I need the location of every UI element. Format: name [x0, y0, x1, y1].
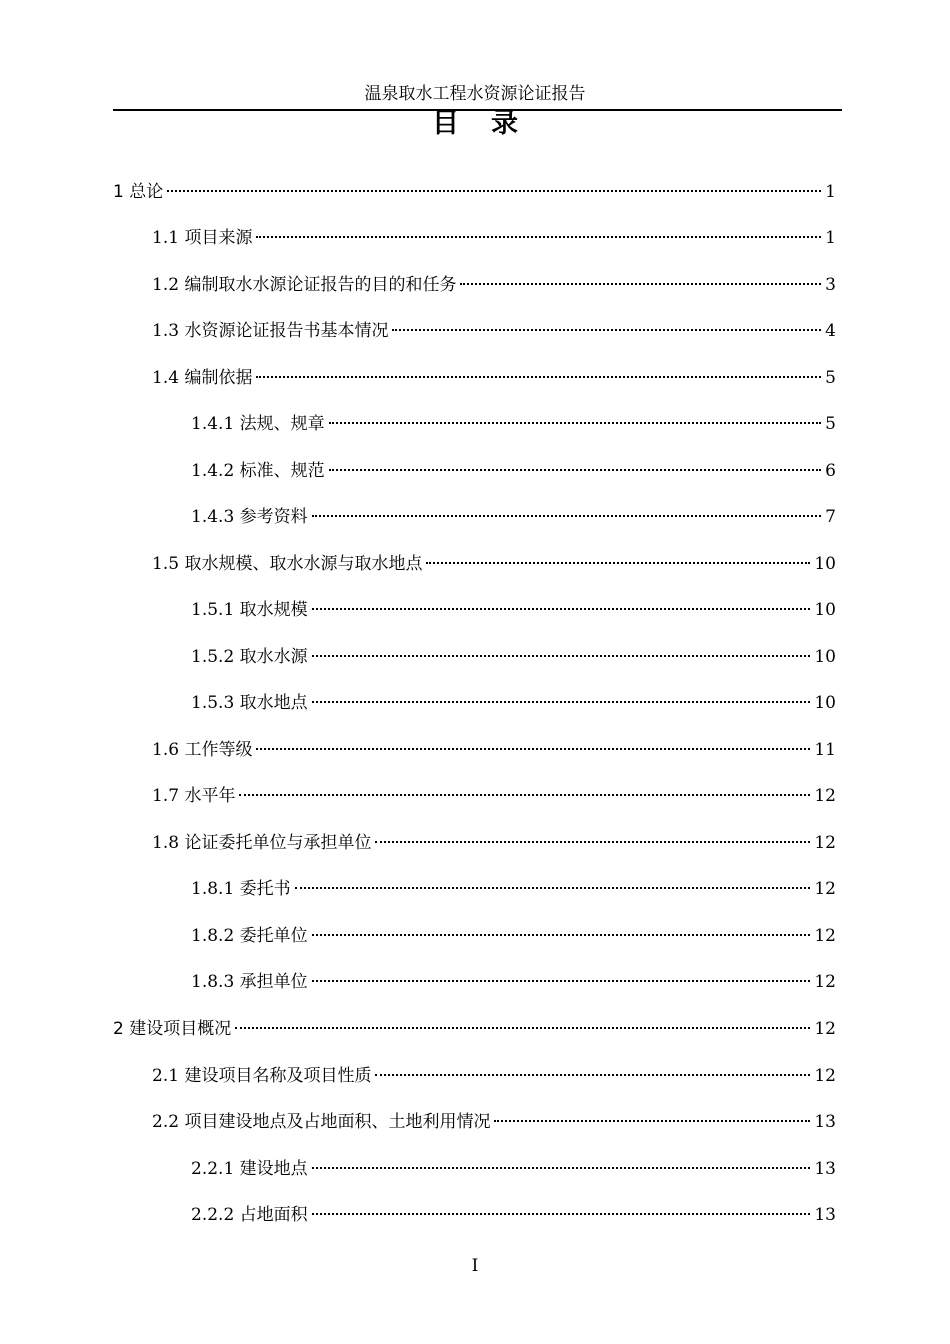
toc-entry-label: 2.2 项目建设地点及占地面积、土地利用情况: [152, 1112, 491, 1132]
dot-leader: [256, 748, 810, 750]
dot-leader: [312, 608, 811, 610]
toc-entry-label: 1.1 项目来源: [152, 228, 253, 248]
toc-entry-page: 13: [814, 1205, 836, 1225]
toc-entry-page: 12: [814, 1066, 836, 1086]
dot-leader: [329, 422, 822, 424]
dot-leader: [256, 376, 821, 378]
toc-entry-page: 1: [825, 228, 836, 248]
toc-entry-label: 1.8.1 委托书: [191, 879, 291, 899]
toc-entry-page: 10: [814, 647, 836, 667]
dot-leader: [295, 887, 811, 889]
dot-leader: [312, 655, 811, 657]
dot-leader: [312, 980, 811, 982]
toc-entry-page: 10: [814, 600, 836, 620]
toc-title-char-2: 录: [491, 108, 518, 139]
dot-leader: [312, 701, 811, 703]
toc-entry-page: 10: [814, 554, 836, 574]
toc-entry-label: 1.4 编制依据: [152, 368, 253, 388]
dot-leader: [392, 329, 821, 331]
toc-entry-page: 7: [825, 507, 836, 527]
toc-entry-page: 12: [814, 786, 836, 806]
toc-entry[interactable]: [152, 1063, 836, 1089]
toc-entry-label: 2 建设项目概况: [113, 1019, 232, 1039]
toc-entry[interactable]: [152, 551, 836, 577]
dot-leader: [375, 841, 810, 843]
toc-entry[interactable]: [152, 318, 836, 344]
toc-entry-page: 13: [814, 1112, 836, 1132]
dot-leader: [235, 1027, 810, 1029]
toc-entry-page: 12: [814, 879, 836, 899]
toc-entry[interactable]: [113, 179, 836, 205]
dot-leader: [460, 283, 821, 285]
toc-entry[interactable]: [113, 1016, 836, 1042]
toc-entry[interactable]: [152, 225, 836, 251]
toc-entry[interactable]: [191, 1202, 836, 1228]
toc-entry-label: 1.2 编制取水水源论证报告的目的和任务: [152, 275, 457, 295]
toc-entry-page: 6: [825, 461, 836, 481]
toc-entry[interactable]: [191, 597, 836, 623]
toc-entry-label: 1.7 水平年: [152, 786, 236, 806]
dot-leader: [312, 1167, 811, 1169]
toc-entry[interactable]: [191, 923, 836, 949]
toc-entry[interactable]: [152, 1109, 836, 1135]
toc-entry-label: 1.4.2 标准、规范: [191, 461, 325, 481]
toc-entry[interactable]: [191, 644, 836, 670]
page-number: I: [471, 1256, 479, 1276]
dot-leader: [167, 190, 821, 192]
toc-entry-page: 13: [814, 1159, 836, 1179]
dot-leader: [312, 1213, 811, 1215]
toc-entry-page: 10: [814, 693, 836, 713]
running-header: 温泉取水工程水资源论证报告: [364, 84, 586, 104]
toc-entry[interactable]: [191, 411, 836, 437]
dot-leader: [312, 934, 811, 936]
toc-entry-page: 3: [825, 275, 836, 295]
toc-entry-label: 1.8.3 承担单位: [191, 972, 308, 992]
toc-entry-label: 1.4.1 法规、规章: [191, 414, 325, 434]
dot-leader: [375, 1074, 810, 1076]
toc-entry-label: 1.3 水资源论证报告书基本情况: [152, 321, 389, 341]
toc-entry[interactable]: [191, 690, 836, 716]
toc-entry-page: 5: [825, 414, 836, 434]
toc-entry-label: 1.8.2 委托单位: [191, 926, 308, 946]
toc-entry-page: 12: [814, 972, 836, 992]
dot-leader: [494, 1120, 810, 1122]
toc-entry-label: 2.1 建设项目名称及项目性质: [152, 1066, 372, 1086]
toc-entry-label: 2.2.1 建设地点: [191, 1159, 308, 1179]
toc-entry-page: 12: [814, 926, 836, 946]
toc-entry-page: 1: [825, 182, 836, 202]
toc-entry-label: 1 总论: [113, 182, 164, 202]
toc-entry-label: 1.5.3 取水地点: [191, 693, 308, 713]
toc-entry[interactable]: [152, 737, 836, 763]
toc-entry[interactable]: [152, 365, 836, 391]
toc-entry[interactable]: [191, 876, 836, 902]
toc-entry-page: 12: [814, 833, 836, 853]
toc-entry-page: 5: [825, 368, 836, 388]
toc-entry-label: 1.5.1 取水规模: [191, 600, 308, 620]
dot-leader: [239, 794, 810, 796]
toc-entry[interactable]: [191, 504, 836, 530]
toc-entry-label: 1.4.3 参考资料: [191, 507, 308, 527]
toc-entry[interactable]: [191, 1156, 836, 1182]
toc-entry-label: 2.2.2 占地面积: [191, 1205, 308, 1225]
dot-leader: [426, 562, 810, 564]
toc-title-char-1: 目: [432, 108, 459, 139]
toc-entry-label: 1.5 取水规模、取水水源与取水地点: [152, 554, 423, 574]
toc-entry-label: 1.5.2 取水水源: [191, 647, 308, 667]
toc-entry-page: 11: [814, 740, 836, 760]
toc-entry[interactable]: [191, 458, 836, 484]
toc-entry[interactable]: [191, 969, 836, 995]
toc-entry[interactable]: [152, 272, 836, 298]
dot-leader: [312, 515, 822, 517]
toc-entry[interactable]: [152, 783, 836, 809]
dot-leader: [256, 236, 821, 238]
toc-entry[interactable]: [152, 830, 836, 856]
toc-entry-label: 1.6 工作等级: [152, 740, 253, 760]
toc-entry-page: 4: [825, 321, 836, 341]
dot-leader: [329, 469, 822, 471]
toc-entry-page: 12: [814, 1019, 836, 1039]
toc-entry-label: 1.8 论证委托单位与承担单位: [152, 833, 372, 853]
